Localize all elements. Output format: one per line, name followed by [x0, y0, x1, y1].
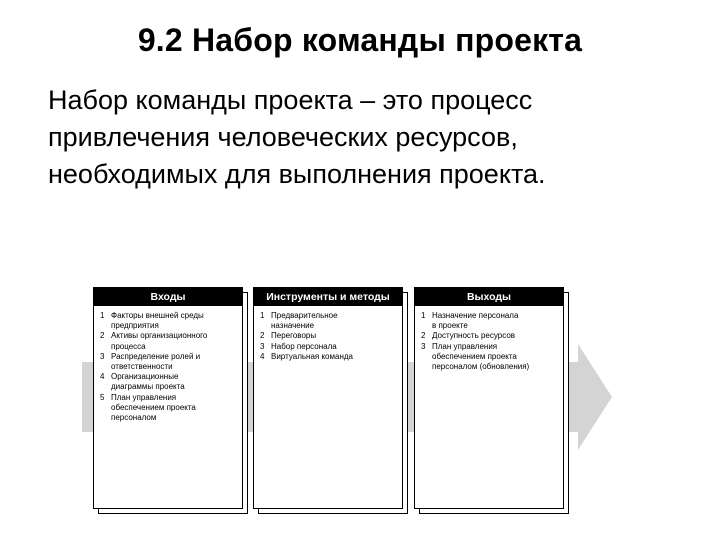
- list-item: [100, 393, 238, 424]
- list-item: [100, 331, 238, 351]
- list-item: [100, 311, 238, 331]
- list-item: [260, 311, 398, 331]
- item-text: в проекте: [432, 321, 468, 331]
- item-number: 1: [260, 311, 265, 320]
- inputs-list: [94, 306, 242, 423]
- item-number: 3: [100, 351, 105, 361]
- item-text: обеспечением проекта: [111, 402, 196, 412]
- item-text: Назначение персонала: [432, 311, 519, 320]
- item-number: 3: [421, 341, 426, 351]
- list-item: [260, 331, 398, 341]
- list-item: [421, 311, 559, 331]
- item-text: Доступность ресурсов: [432, 331, 516, 341]
- item-text: назначение: [271, 321, 315, 331]
- item-text: предприятия: [111, 321, 159, 331]
- list-item: [260, 352, 398, 362]
- item-text: персоналом (обновления): [432, 362, 530, 372]
- item-number: 1: [421, 311, 426, 320]
- item-number: 4: [260, 351, 265, 361]
- item-number: 2: [260, 331, 265, 341]
- item-text: Активы организационного: [111, 331, 208, 341]
- item-number: 5: [100, 392, 105, 402]
- item-number: 1: [100, 311, 105, 320]
- item-text: диаграммы проекта: [111, 382, 185, 392]
- item-number: 2: [100, 331, 105, 341]
- outputs-header: Выходы: [415, 288, 563, 306]
- tools-header: Инструменты и методы: [254, 288, 402, 306]
- item-text: План управления: [432, 341, 498, 351]
- item-number: 3: [260, 341, 265, 351]
- list-item: [100, 352, 238, 372]
- tools-box: [253, 287, 403, 509]
- list-item: [421, 342, 559, 373]
- item-text: Переговоры: [271, 331, 317, 341]
- item-number: 2: [421, 331, 426, 341]
- inputs-box: [93, 287, 243, 509]
- item-text: ответственности: [111, 362, 173, 372]
- outputs-list: [415, 306, 563, 372]
- list-item: [100, 372, 238, 392]
- item-text: обеспечением проекта: [432, 351, 517, 361]
- item-text: План управления: [111, 392, 177, 402]
- item-number: 4: [100, 372, 105, 382]
- item-text: персоналом: [111, 413, 157, 423]
- item-text: Набор персонала: [271, 341, 337, 351]
- body-line-1: Набор команды проекта – это процесс: [48, 85, 533, 115]
- slide-title: 9.2 Набор команды проекта: [137, 22, 583, 58]
- body-line-3: необходимых для выполнения проекта.: [48, 159, 546, 189]
- item-text: Распределение ролей и: [111, 351, 201, 361]
- list-item: [421, 331, 559, 341]
- item-text: процесса: [111, 341, 146, 351]
- tools-list: [254, 306, 402, 362]
- item-text: Организационные: [111, 372, 179, 382]
- list-item: [260, 342, 398, 352]
- item-text: Виртуальная команда: [271, 351, 353, 361]
- inputs-header: Входы: [94, 288, 242, 306]
- outputs-box: [414, 287, 564, 509]
- item-text: Факторы внешней среды: [111, 311, 204, 320]
- body-line-2: привлечения человеческих ресурсов,: [48, 122, 518, 152]
- item-text: Предварительное: [271, 311, 338, 320]
